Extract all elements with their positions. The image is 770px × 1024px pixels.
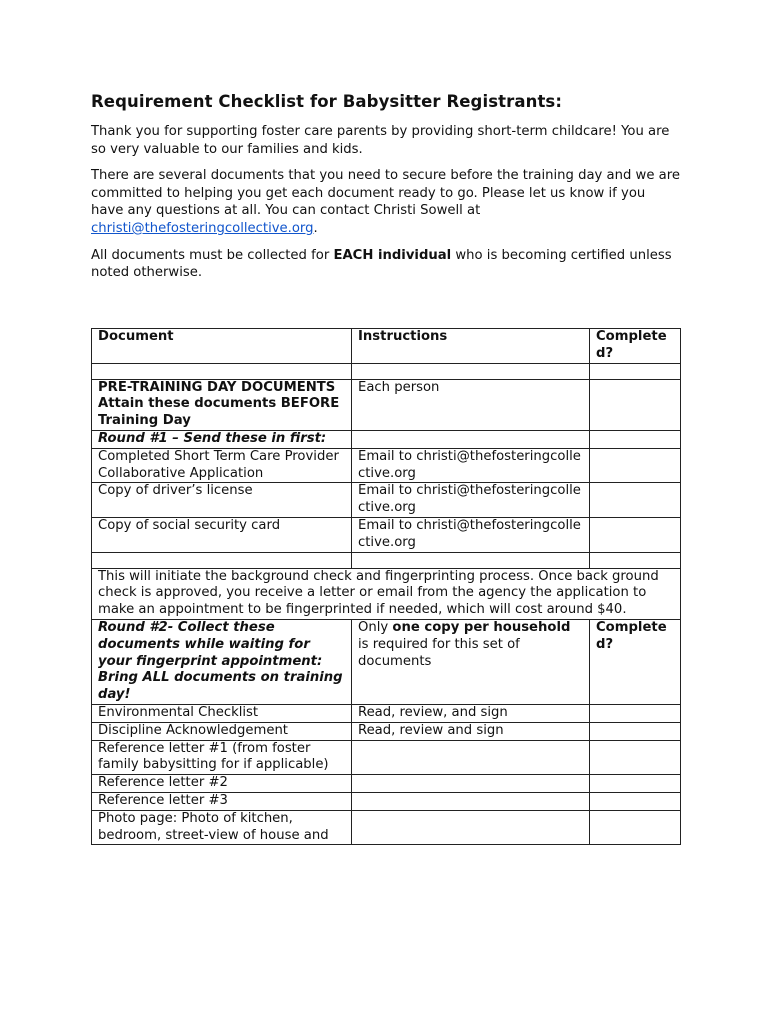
intro-paragraph-1: Thank you for supporting foster care parents by providing short-term childcare! You are so very valuable to our families and kids. bbox=[91, 124, 670, 157]
completed-cell[interactable] bbox=[590, 792, 681, 810]
table-row bbox=[92, 740, 681, 775]
pre-training-row bbox=[92, 379, 681, 430]
round2-header-row bbox=[92, 619, 681, 704]
table-row bbox=[92, 792, 681, 810]
instruction-cell bbox=[352, 810, 590, 845]
header-instructions: Instructions bbox=[352, 329, 590, 364]
requirement-checklist-table bbox=[91, 328, 681, 845]
instruction-cell: Read, review, and sign bbox=[352, 704, 590, 722]
document-cell: Completed Short Term Care Provider Collaborative Application bbox=[92, 448, 352, 483]
round2-instruction-post: is required for this set of documents bbox=[358, 636, 520, 669]
table-row bbox=[92, 722, 681, 740]
instruction-cell bbox=[352, 740, 590, 775]
table-row bbox=[92, 517, 681, 552]
instruction-cell: Email to christi@thefosteringcollective.org bbox=[352, 448, 590, 483]
round2-instruction-bold: one copy per household bbox=[392, 619, 571, 635]
completed-cell[interactable] bbox=[590, 775, 681, 793]
completed-cell[interactable] bbox=[590, 517, 681, 552]
table-spacer-row bbox=[92, 363, 681, 379]
completed-cell[interactable] bbox=[590, 740, 681, 775]
round2-instruction bbox=[352, 619, 590, 704]
table-row bbox=[92, 483, 681, 518]
table-header-row bbox=[92, 329, 681, 364]
completed-cell[interactable] bbox=[590, 379, 681, 430]
contact-email-link[interactable]: christi@thefosteringcollective.org bbox=[91, 220, 314, 236]
header-document: Document bbox=[92, 329, 352, 364]
intro-paragraph-3-post: who is becoming certified unless noted otherwise. bbox=[91, 247, 672, 281]
instruction-cell bbox=[352, 775, 590, 793]
header-completed: Complete d? bbox=[590, 329, 681, 364]
round2-completed-header: Complete d? bbox=[590, 619, 681, 704]
round1-label: Round #1 – Send these in first: bbox=[92, 430, 352, 448]
instruction-cell: Email to christi@thefosteringcollective.org bbox=[352, 517, 590, 552]
intro-paragraph-3-bold: EACH individual bbox=[333, 247, 452, 263]
table-spacer-row bbox=[92, 552, 681, 568]
document-cell: Discipline Acknowledgement bbox=[92, 722, 352, 740]
completed-cell[interactable] bbox=[590, 722, 681, 740]
round2-label: Round #2- Collect these documents while waiting for your fingerprint appointment: Bring ALL documents on training day! bbox=[92, 619, 352, 704]
document-cell: Reference letter #1 (from foster family babysitting for if applicable) bbox=[92, 740, 352, 775]
intro-paragraph-2-end: . bbox=[313, 220, 318, 236]
document-cell: Copy of social security card bbox=[92, 517, 352, 552]
instruction-cell bbox=[352, 792, 590, 810]
instruction-cell: Email to christi@thefosteringcollective.org bbox=[352, 483, 590, 518]
intro-paragraph-3 bbox=[91, 247, 681, 282]
instruction-cell: Read, review and sign bbox=[352, 722, 590, 740]
round1-label-row bbox=[92, 430, 681, 448]
document-cell: Reference letter #2 bbox=[92, 775, 352, 793]
document-cell: Photo page: Photo of kitchen, bedroom, street-view of house and bbox=[92, 810, 352, 845]
page-title: Requirement Checklist for Babysitter Registrants: bbox=[91, 92, 563, 111]
document-cell: Environmental Checklist bbox=[92, 704, 352, 722]
pre-training-title bbox=[92, 379, 352, 430]
intro-paragraph-2 bbox=[91, 167, 681, 237]
pre-training-title-line2: Attain these documents BEFORE Training Day bbox=[98, 396, 340, 429]
document-cell: Copy of driver’s license bbox=[92, 483, 352, 518]
table-row bbox=[92, 448, 681, 483]
intro-paragraph-2-text: There are several documents that you need to secure before the training day and we are committed to helping you get each document ready to go. Please let us know if you have any questions at all. You can contact Christi Sowell at bbox=[91, 168, 680, 219]
background-check-note: This will initiate the background check and fingerprinting process. Once back ground check is approved, you receive a letter or email from the agency the application to make an appointment to be fingerprinted if needed, which will cost around $40. bbox=[92, 568, 681, 619]
completed-cell[interactable] bbox=[590, 448, 681, 483]
document-page bbox=[91, 92, 681, 291]
background-note-row bbox=[92, 568, 681, 619]
completed-cell[interactable] bbox=[590, 483, 681, 518]
pre-training-title-line1: PRE-TRAINING DAY DOCUMENTS bbox=[98, 379, 336, 395]
completed-cell[interactable] bbox=[590, 810, 681, 845]
pre-training-instruction: Each person bbox=[352, 379, 590, 430]
table-row bbox=[92, 775, 681, 793]
document-cell: Reference letter #3 bbox=[92, 792, 352, 810]
intro-paragraph-3-pre: All documents must be collected for bbox=[91, 247, 334, 263]
round2-instruction-pre: Only bbox=[358, 619, 393, 635]
table-row bbox=[92, 704, 681, 722]
completed-cell[interactable] bbox=[590, 704, 681, 722]
table-row bbox=[92, 810, 681, 845]
